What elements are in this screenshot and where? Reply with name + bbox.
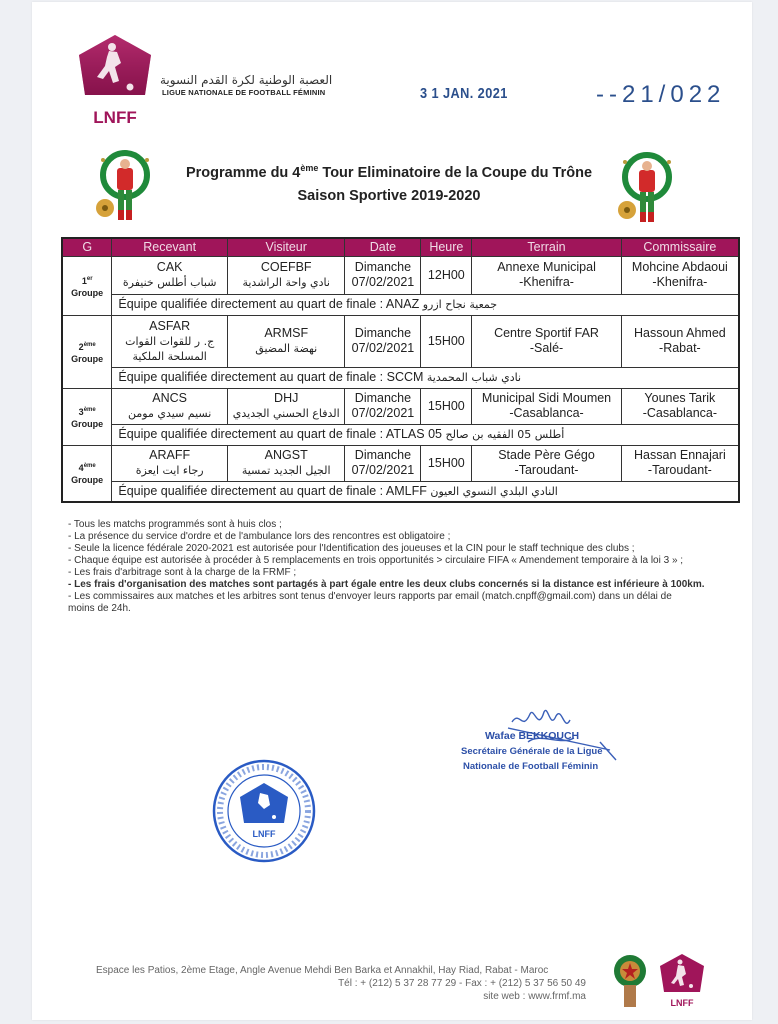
column-header-away: Visiteur [227, 238, 345, 256]
venue: Stade Père Gégo -Taroudant- [472, 445, 621, 481]
group-label: 4ème Groupe [62, 445, 112, 502]
home-team: ANCS نسيم سيدي مومن [112, 388, 228, 424]
svg-text:LNFF: LNFF [93, 108, 137, 127]
note-line: - La présence du service d'ordre et de l'ambulance lors des rencontres est obligatoire ; [68, 531, 451, 542]
qualified-team-note: Équipe qualifiée directement au quart de finale : ATLAS 05 أطلس 05 الفقيه بن صالح [112, 424, 739, 445]
away-team: ARMSF نهضة المضيق [227, 315, 345, 367]
column-header-group: G [62, 238, 112, 256]
group-label: 3ème Groupe [62, 388, 112, 445]
column-header-venue: Terrain [472, 238, 621, 256]
commissioner: Mohcine Abdaoui -Khenifra- [621, 256, 739, 294]
table-row [62, 445, 739, 481]
footer-website: site web : www.frmf.ma [483, 991, 586, 1002]
table-row [62, 388, 739, 424]
group-label: 1er Groupe [62, 256, 112, 315]
lnff-logo-icon [75, 33, 155, 131]
svg-text:LNFF: LNFF [252, 829, 276, 839]
column-header-time: Heure [421, 238, 472, 256]
match-time: 12H00 [421, 256, 472, 294]
received-date-stamp: 3 1 JAN. 2021 [420, 85, 508, 102]
note-line: moins de 24h. [68, 603, 131, 614]
venue: Municipal Sidi Moumen -Casablanca- [472, 388, 621, 424]
season-subtitle: Saison Sportive 2019-2020 [297, 188, 481, 204]
match-time: 15H00 [421, 445, 472, 481]
commissioner: Hassoun Ahmed -Rabat- [621, 315, 739, 367]
signatory-title: Nationale de Football Féminin [463, 761, 599, 772]
match-date: Dimanche 07/02/2021 [345, 315, 421, 367]
away-team: COEFBF نادي واحة الراشدية [227, 256, 345, 294]
match-date: Dimanche 07/02/2021 [345, 445, 421, 481]
column-header-home: Recevant [112, 238, 228, 256]
column-header-commissioner: Commissaire [621, 238, 739, 256]
reference-number-stamp: --21/022 [596, 81, 726, 108]
venue: Annexe Municipal -Khenifra- [472, 256, 621, 294]
match-time: 15H00 [421, 388, 472, 424]
rules-notes [68, 519, 738, 615]
signatory-title: Secrétaire Générale de la Ligue [461, 746, 603, 757]
note-line: - Les frais d'organisation des matches sont partagés à part égale entre les deux clubs concernés si la distance est inférieure à 100km. [68, 579, 705, 590]
org-name-arabic: العصبة الوطنية لكرة القدم النسوية [160, 73, 333, 87]
document-title: Programme du 4ème Tour Eliminatoire de la Coupe du Trône [185, 163, 593, 181]
note-line: - Les frais d'arbitrage sont à la charge de la FRMF ; [68, 567, 297, 578]
commissioner: Younes Tarik -Casablanca- [621, 388, 739, 424]
frmf-crest-icon [612, 953, 648, 1009]
match-time: 15H00 [421, 315, 472, 367]
home-team: CAK شباب أطلس خنيفرة [112, 256, 228, 294]
match-schedule-table [61, 237, 740, 503]
note-line: - Chaque équipe est autorisée à procéder à 5 remplacements en trois opportunités > circulaire FIFA « Amendement temporaire à la loi 3 » ; [68, 555, 684, 566]
footer-phone-fax: Tél : + (212) 5 37 28 77 29 - Fax : + (212) 5 37 56 50 49 [338, 978, 586, 989]
qualified-team-row [62, 481, 739, 502]
away-team: ANGST الجيل الجديد تمسية [227, 445, 345, 481]
table-header-row [62, 238, 739, 256]
column-header-date: Date [345, 238, 421, 256]
qualified-team-row [62, 294, 739, 315]
venue: Centre Sportif FAR -Salé- [472, 315, 621, 367]
commissioner: Hassan Ennajari -Taroudant- [621, 445, 739, 481]
official-seal-icon [210, 757, 318, 865]
note-line: - Les commissaires aux matches et les arbitres sont tenus d'envoyer leurs rapports par email (match.cnpff@gmail.com) dans un délai de [68, 591, 672, 602]
match-date: Dimanche 07/02/2021 [345, 256, 421, 294]
qualified-team-row [62, 424, 739, 445]
qualified-team-row [62, 367, 739, 388]
note-line: - Seule la licence fédérale 2020-2021 est autorisée pour l'Identification des joueuses et la CIN pour le staff technique des clubs ; [68, 543, 635, 554]
lnff-logo-icon [658, 952, 706, 1010]
svg-text:LNFF: LNFF [670, 998, 694, 1008]
note-line: - Tous les matchs programmés sont à huis clos ; [68, 519, 282, 530]
qualified-team-note: Équipe qualifiée directement au quart de finale : AMLFF النادي البلدي النسوي العيون [112, 481, 739, 502]
footer-address: Espace les Patios, 2ème Etage, Angle Avenue Mehdi Ben Barka et Annakhil, Hay Riad, Rabat - Maroc [96, 965, 549, 976]
home-team: ASFAR ج. ر للقوات القوات المسلحة الملكية [112, 315, 228, 367]
group-label: 2ème Groupe [62, 315, 112, 388]
org-name-french: LIGUE NATIONALE DE FOOTBALL FÉMININ [162, 88, 326, 97]
signatory-name: Wafae BEKKOUCH [485, 730, 580, 742]
qualified-team-note: Équipe qualifiée directement au quart de finale : SCCM نادي شباب المحمدية [112, 367, 739, 388]
home-team: ARAFF رجاء ايت ايعزة [112, 445, 228, 481]
qualified-team-note: Équipe qualifiée directement au quart de finale : ANAZ جمعية نجاح ازرو [112, 294, 739, 315]
match-date: Dimanche 07/02/2021 [345, 388, 421, 424]
table-row [62, 315, 739, 367]
away-team: DHJ الدفاع الحسني الجديدي [227, 388, 345, 424]
table-row [62, 256, 739, 294]
